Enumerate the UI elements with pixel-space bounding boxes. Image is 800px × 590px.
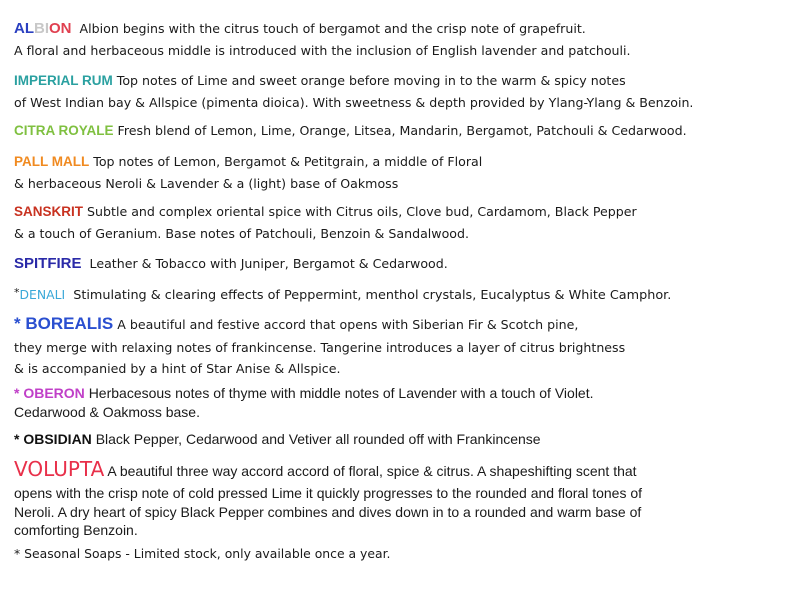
scent-description-line: & herbaceous Neroli & Lavender & a (light) base of Oakmoss — [14, 176, 399, 191]
entry-first-line — [14, 120, 790, 142]
entry-first-line — [14, 70, 790, 92]
entry-oberon — [14, 384, 790, 421]
scent-description-line: Cedarwood & Oakmoss base. — [14, 403, 200, 420]
entry-first-line — [14, 18, 790, 40]
entry-pall-mall — [14, 151, 790, 195]
scent-description: Top notes of Lemon, Bergamot & Petitgrain, a middle of Floral — [93, 154, 483, 169]
name-part: AL — [14, 20, 34, 37]
name-part: BI — [34, 20, 49, 37]
scent-name-imperial-rum: IMPERIAL RUM — [14, 73, 113, 88]
scent-description: A beautiful three way accord accord of floral, spice & citrus. A shapeshifting scent that — [107, 463, 637, 479]
entry-volupta — [14, 457, 790, 540]
seasonal-marker: * — [14, 286, 20, 299]
entry-imperial-rum — [14, 70, 790, 114]
scent-name-citra-royale: CITRA ROYALE — [14, 123, 114, 138]
scent-name-denali: DENALI — [19, 287, 66, 302]
scent-name-volupta: VOLUPTA — [14, 457, 105, 481]
scent-name-borealis: * BOREALIS — [14, 314, 114, 333]
entry-denali — [14, 282, 790, 307]
entry-first-line — [14, 282, 790, 307]
name-part: ON — [49, 20, 72, 37]
scent-description: A beautiful and festive accord that opens with Siberian Fir & Scotch pine, — [117, 317, 579, 332]
entry-first-line — [14, 457, 790, 484]
scent-name-pall-mall: PALL MALL — [14, 154, 90, 169]
scent-description: Fresh blend of Lemon, Lime, Orange, Litsea, Mandarin, Bergamot, Patchouli & Cedarwood. — [117, 123, 687, 138]
entry-spitfire — [14, 253, 790, 275]
scent-name-spitfire: SPITFIRE — [14, 255, 82, 272]
entry-first-line — [14, 151, 790, 173]
scent-description-line: they merge with relaxing notes of frankincense. Tangerine introduces a layer of citrus brightness — [14, 340, 626, 355]
entry-albion — [14, 18, 790, 62]
footnote-text: * Seasonal Soaps - Limited stock, only available once a year. — [14, 546, 391, 561]
scent-name-oberon: * OBERON — [14, 385, 85, 401]
scent-description-line: Neroli. A dry heart of spicy Black Pepper combines and dives down in to a rounded and warm base of — [14, 503, 642, 520]
footnote — [14, 546, 790, 561]
scent-description-line: opens with the crisp note of cold pressed Lime it quickly progresses to the rounded and floral tones of — [14, 485, 643, 501]
scent-description: Top notes of Lime and sweet orange before moving in to the warm & spicy notes — [116, 73, 626, 88]
scent-description: Subtle and complex oriental spice with Citrus oils, Clove bud, Cardamom, Black Pepper — [87, 204, 637, 219]
scent-description: Leather & Tobacco with Juniper, Bergamot & Cedarwood. — [89, 256, 448, 271]
entry-sanskrit — [14, 201, 790, 245]
scent-name-sanskrit: SANSKRIT — [14, 204, 84, 219]
scent-description: Herbacesous notes of thyme with middle notes of Lavender with a touch of Violet. — [88, 385, 594, 401]
scent-description: Stimulating & clearing effects of Peppermint, menthol crystals, Eucalyptus & White Camphor. — [73, 288, 672, 303]
scent-description: Black Pepper, Cedarwood and Vetiver all rounded off with Frankincense — [95, 431, 541, 447]
entry-first-line — [14, 253, 790, 275]
scent-name-obsidian: * OBSIDIAN — [14, 431, 92, 447]
scent-description-line: comforting Benzoin. — [14, 522, 138, 538]
scent-description-line: A floral and herbaceous middle is introduced with the inclusion of English lavender and patchouli. — [14, 43, 631, 58]
scent-description-line: of West Indian bay & Allspice (pimenta dioica). With sweetness & depth provided by Ylang-Ylang & Benzoin. — [14, 95, 694, 110]
entry-first-line — [14, 430, 790, 449]
entry-borealis — [14, 312, 790, 379]
entry-first-line — [14, 201, 790, 223]
entry-citra-royale — [14, 120, 790, 142]
scent-description: Albion begins with the citrus touch of bergamot and the crisp note of grapefruit. — [79, 21, 586, 36]
scent-description-line: & is accompanied by a hint of Star Anise & Allspice. — [14, 361, 341, 376]
scent-name-albion — [14, 20, 72, 37]
entry-obsidian — [14, 430, 790, 449]
entry-first-line — [14, 312, 790, 337]
entry-first-line — [14, 384, 790, 403]
scent-description-line: & a touch of Geranium. Base notes of Patchouli, Benzoin & Sandalwood. — [14, 226, 469, 241]
